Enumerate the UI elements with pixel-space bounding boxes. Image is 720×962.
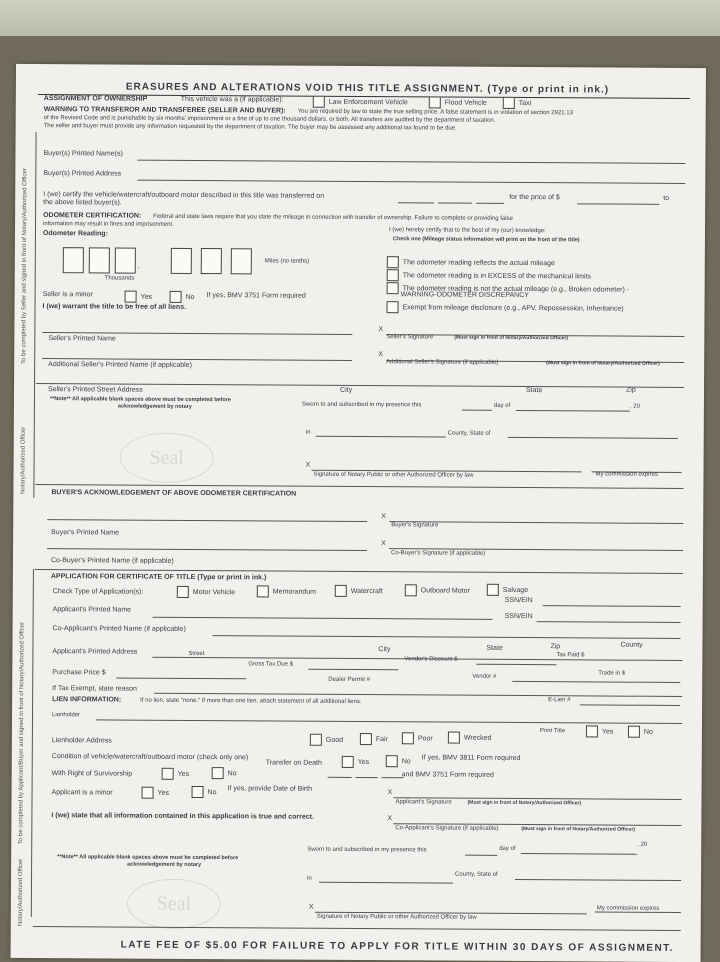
seller-minor-no[interactable]: No xyxy=(170,291,195,303)
divider xyxy=(35,484,683,489)
warning-line-2: of the Revised Code and is punishable by six months' imprisonment or a fine of up to one thousand dollars, or both. All transfers are audited by the department of taxation. xyxy=(43,115,496,124)
tod-yes-checkbox[interactable] xyxy=(342,756,354,768)
state-label: State xyxy=(525,387,543,395)
dob-year-field[interactable] xyxy=(382,777,404,778)
to-label: to xyxy=(663,194,670,202)
vendor-discount-label: Vendor's Discount $ xyxy=(404,656,458,663)
title-assignment-document xyxy=(11,64,706,962)
buyer-ack-heading: BUYER'S ACKNOWLEDGEMENT OF ABOVE ODOMETER CERTIFICATION xyxy=(51,489,297,498)
city-label: City xyxy=(339,386,353,394)
bmv3751-note-2: and BMV 3751 Form required xyxy=(401,771,494,779)
odo-option-exempt[interactable]: Exempt from mileage disclosure (e.g., APV, Repossession, Inheritance) xyxy=(386,301,623,314)
add-seller-sig-label: Additional Seller's Signature (if applicable) xyxy=(386,359,499,366)
purchase-price-field[interactable] xyxy=(116,678,246,680)
notary-signature-label: Signature of Notary Public or other Authorized Officer by law xyxy=(313,471,474,479)
odo-option-actual[interactable]: The odometer reading reflects the actual mileage xyxy=(387,256,555,269)
app-sig-note: (Must sign in front of Notary/Authorized Officer) xyxy=(467,799,582,807)
lien-heading: LIEN INFORMATION: xyxy=(52,696,122,704)
x-mark: X xyxy=(378,326,384,334)
odometer-text-1: Federal and state laws require that you state the mileage in connection with transfer of ownership. Failure to complete or providing false xyxy=(153,213,513,222)
app-minor-no-checkbox[interactable] xyxy=(192,786,204,798)
late-fee-notice: LATE FEE OF $5.00 FOR FAILURE TO APPLY FOR TITLE WITHIN 30 DAYS OF ASSIGNMENT. xyxy=(120,939,675,954)
date-month-field[interactable] xyxy=(398,202,434,203)
note-line-1: **Note** All applicable blank spaces above must be completed before xyxy=(49,396,232,404)
good-checkbox[interactable] xyxy=(310,734,322,746)
tod-no-checkbox[interactable] xyxy=(386,755,398,767)
buyers-name-label: Buyer(s) Printed Name(s) xyxy=(43,150,123,158)
zip-label-2: Zip xyxy=(550,643,561,651)
odometer-heading: ODOMETER CERTIFICATION: xyxy=(43,212,142,220)
year-prefix: , 20 xyxy=(629,403,640,410)
odometer-reading-label: Odometer Reading: xyxy=(42,230,108,238)
co-applicant-name-label: Co-Applicant's Printed Name (if applicable) xyxy=(52,625,186,633)
cond-poor[interactable]: Poor xyxy=(402,732,433,744)
seller-address-label: Seller's Printed Street Address xyxy=(47,386,143,394)
odometer-text-2: information may result in fines and imprisonment. xyxy=(43,221,174,228)
street-label: Street xyxy=(188,650,205,658)
taxi-option[interactable]: Taxi xyxy=(503,97,532,109)
sworn-label: Sworn to and subscribed in my presence this xyxy=(301,401,422,409)
taxi-checkbox[interactable] xyxy=(503,97,515,109)
odo-discrepancy-warning: WARNING-ODOMETER DISCREPANCY xyxy=(400,291,529,300)
sworn-day-field[interactable] xyxy=(462,410,492,411)
dob-month-field[interactable] xyxy=(328,777,352,778)
county-state-label-2: County, State of xyxy=(455,871,498,878)
law-enforcement-option[interactable]: Law Enforcement Vehicle xyxy=(313,96,408,109)
ssn-label-2: SSN/EIN xyxy=(504,612,533,621)
vendor-no-field[interactable] xyxy=(512,681,680,683)
city-label-2: City xyxy=(378,646,391,654)
print-title-no[interactable]: No xyxy=(628,726,653,738)
buyers-address-field[interactable] xyxy=(137,180,685,184)
odometer-digit-4[interactable] xyxy=(171,248,192,274)
notary-seal-watermark-2: Seal xyxy=(127,879,221,930)
warrant-statement: I (we) warrant the title to be free of all liens. xyxy=(42,303,187,311)
trade-in-label: Trade in $ xyxy=(598,670,626,677)
seller-sig-note: (Must sign in front of Notary/Authorized Officer) xyxy=(454,334,568,342)
x-mark-3: X xyxy=(305,461,311,469)
flood-vehicle-checkbox[interactable] xyxy=(429,96,441,108)
ssn-field-2[interactable] xyxy=(537,621,681,623)
cond-wrecked[interactable]: Wrecked xyxy=(448,732,492,744)
fair-checkbox[interactable] xyxy=(360,733,372,745)
tax-exempt-field[interactable] xyxy=(154,693,682,697)
cond-good[interactable]: Good xyxy=(310,734,343,746)
survivorship-yes-checkbox[interactable] xyxy=(162,768,174,780)
elien-label: E-Lien # xyxy=(548,697,571,704)
dob-label: If yes, provide Date of Birth xyxy=(227,785,313,793)
state-field-2[interactable] xyxy=(515,879,681,881)
x-mark-2: X xyxy=(378,351,383,359)
lienholder-address-label: Lienholder Address xyxy=(51,737,112,745)
seller-minor-no-checkbox[interactable] xyxy=(170,291,182,303)
print-title-yes[interactable]: Yes xyxy=(586,725,613,737)
app-minor-yes[interactable]: Yes xyxy=(142,787,169,799)
date-day-field[interactable] xyxy=(438,202,472,203)
poor-checkbox[interactable] xyxy=(402,732,414,744)
app-minor-no[interactable]: No xyxy=(192,786,217,798)
buyer-name-label: Buyer's Printed Name xyxy=(51,529,120,537)
for-price-label: for the price of $ xyxy=(509,193,560,202)
dealer-permit-label: Dealer Permit # xyxy=(328,676,370,684)
vendor-no-label: Vendor # xyxy=(472,673,497,680)
assignment-heading: ASSIGNMENT OF OWNERSHIP xyxy=(43,95,148,103)
odo-option-not-actual[interactable]: The odometer reading is not the actual mileage (e.g., Broken odometer) - xyxy=(387,282,630,295)
condition-label: Condition of vehicle/watercraft/outboard motor (check only one) xyxy=(51,753,249,762)
vehicle-was-label: This vehicle was a (if applicable): xyxy=(180,95,284,104)
cobuyer-name-field[interactable] xyxy=(47,548,367,551)
type-watercraft[interactable]: Watercraft xyxy=(335,585,383,597)
dob-day-field[interactable] xyxy=(356,777,378,778)
note-line-1b: **Note** All applicable blank spaces above must be completed before xyxy=(57,854,239,862)
cond-fair[interactable]: Fair xyxy=(360,733,388,745)
lien-text: If no lien, state "none." If more than one lien, attach statement of all additional liens. xyxy=(140,697,362,706)
purchase-price-label: Purchase Price $ xyxy=(52,669,106,677)
gross-tax-field[interactable] xyxy=(308,669,398,671)
warning-line-1: You are required by law to state the true selling price. A false statement is in violation of section 2921.13 xyxy=(297,108,574,117)
add-seller-name-label: Additional Seller's Printed Name (if applicable) xyxy=(48,361,192,369)
applicant-signature-label: Applicant's Signature xyxy=(395,799,452,806)
in-label-2: in xyxy=(307,875,312,882)
odometer-digit-6[interactable] xyxy=(231,248,252,274)
sworn-month-field[interactable] xyxy=(516,410,630,412)
applicant-address-label: Applicant's Printed Address xyxy=(52,648,138,656)
survivorship-label: With Right of Survivorship xyxy=(51,770,133,778)
price-field[interactable] xyxy=(577,203,659,205)
seller-minor-yes-checkbox[interactable] xyxy=(125,291,137,303)
ssn-field[interactable] xyxy=(543,605,681,607)
odo-excess-checkbox[interactable] xyxy=(387,269,399,281)
sworn-month-field-2[interactable] xyxy=(521,853,637,855)
miles-label: Miles (no tenths) xyxy=(264,258,310,265)
print-title-label: Print Title xyxy=(539,728,565,735)
day-of-label: day of xyxy=(493,402,511,409)
tax-paid-label: Tax Paid $ xyxy=(556,652,585,659)
add-seller-sig-note: (Must sign in front of Notary/Authorized Officer) xyxy=(546,360,660,367)
applicant-name-field[interactable] xyxy=(153,617,493,620)
zip-label: Zip xyxy=(626,386,636,394)
state-true-statement: I (we) state that all information contained in this application is true and correct. xyxy=(51,812,314,821)
lienholder-label: Lienholder xyxy=(52,712,81,719)
survivorship-no-checkbox[interactable] xyxy=(212,767,224,779)
odo-exempt-checkbox[interactable] xyxy=(386,301,398,313)
comma-glyph: , xyxy=(137,262,140,270)
odo-not-actual-checkbox[interactable] xyxy=(387,282,399,294)
odo-option-excess[interactable]: The odometer reading is in EXCESS of the mechanical limits xyxy=(387,269,591,282)
x-mark-6: X xyxy=(387,789,393,797)
county-state-label: County, State of xyxy=(447,430,491,437)
check-one-note: Check one (Mileage status information will print on the front of the title) xyxy=(392,236,580,244)
tax-exempt-label: If Tax Exempt, state reason xyxy=(52,685,137,693)
type-outboard[interactable]: Outboard Motor xyxy=(405,584,470,596)
survivorship-yes[interactable]: Yes xyxy=(162,768,189,780)
ssn-label: SSN/EIN xyxy=(504,596,533,605)
commission-label-2: My commission expires xyxy=(596,905,660,912)
state-field[interactable] xyxy=(508,437,678,439)
county-field[interactable] xyxy=(316,436,446,438)
type-memorandum[interactable]: Memorandum xyxy=(257,585,316,597)
bmv3751-note: If yes, BMV 3751 Form required xyxy=(206,292,306,300)
buyer-name-field[interactable] xyxy=(47,519,367,522)
date-year-field[interactable] xyxy=(476,203,504,204)
cobuyer-signature-label: Co-Buyer's Signature (if applicable) xyxy=(391,550,486,557)
law-enforcement-checkbox[interactable] xyxy=(313,96,325,108)
tod-no[interactable]: No xyxy=(386,755,411,767)
county-label: County xyxy=(620,641,643,649)
tod-label: Transfer on Death xyxy=(265,759,322,767)
applicant-name-label: Applicant's Printed Name xyxy=(52,606,132,614)
warning-heading: WARNING TO TRANSFEROR AND TRANSFEREE (SELLER AND BUYER): xyxy=(43,106,286,115)
buyers-name-field[interactable] xyxy=(137,160,685,164)
coapp-sig-note: (Must sign in front of Notary/Authorized Officer) xyxy=(521,825,635,833)
section-border xyxy=(31,569,34,917)
seller-minor-yes[interactable]: Yes xyxy=(125,291,152,303)
certify-line-2: the above listed buyer(s). xyxy=(43,199,122,207)
day-of-label-2: day of xyxy=(499,845,516,852)
in-label: in xyxy=(305,429,311,436)
notary-signature-label-2: Signature of Notary Public or other Authorized Officer by law xyxy=(316,913,477,921)
notary-side-note: Notary/Authorized Officer xyxy=(20,426,27,494)
applicant-minor-label: Applicant is a minor xyxy=(51,789,113,797)
buyer-signature-label: Buyer's Signature xyxy=(391,522,439,529)
co-applicant-signature-label: Co-Applicant's Signature (if applicable) xyxy=(395,825,499,832)
lienholder-field[interactable] xyxy=(96,719,682,724)
vendor-discount-field[interactable] xyxy=(476,664,556,665)
notary-seal-watermark: Seal xyxy=(119,433,213,484)
buyers-address-label: Buyer(s) Printed Address xyxy=(43,170,122,178)
check-type-label: Check Type of Application(s): xyxy=(52,588,144,596)
notary-side-note-2: Notary/Authorized Officer xyxy=(17,858,25,926)
sworn-label-2: Sworn to and subscribed in my presence this xyxy=(307,846,427,854)
app-minor-yes-checkbox[interactable] xyxy=(142,787,154,799)
type-salvage[interactable]: Salvage xyxy=(487,584,528,596)
warning-line-3: The seller and buyer must provide any information requested by the department of taxation. The buyer may be assessed any additional tax found to be due. xyxy=(43,123,457,132)
note-line-2b: acknowledgement by notary xyxy=(127,861,202,869)
x-mark-8: X xyxy=(308,903,314,911)
seller-signature-label: Seller's Signature xyxy=(386,334,434,341)
watercraft-checkbox[interactable] xyxy=(335,585,347,597)
sworn-day-field-2[interactable] xyxy=(465,855,497,856)
motor-vehicle-checkbox[interactable] xyxy=(177,586,189,598)
type-motor-vehicle[interactable]: Motor Vehicle xyxy=(177,586,235,598)
note-line-2: acknowledgement by notary xyxy=(117,403,192,410)
seller-minor-label: Seller is a minor xyxy=(42,291,93,299)
application-heading: APPLICATION FOR CERTIFICATE OF TITLE (Type or print in ink.) xyxy=(50,573,267,582)
gross-tax-label: Gross Tax Due $ xyxy=(248,661,293,668)
cobuyer-name-label: Co-Buyer's Printed Name (if applicable) xyxy=(50,557,174,565)
tod-yes[interactable]: Yes xyxy=(342,756,369,768)
odometer-digit-1[interactable] xyxy=(63,247,84,273)
odometer-digit-5[interactable] xyxy=(201,248,222,274)
thousands-label: Thousands xyxy=(104,275,135,282)
divider xyxy=(33,926,681,931)
memorandum-checkbox[interactable] xyxy=(257,585,269,597)
seller-name-label: Seller's Printed Name xyxy=(48,335,116,343)
salvage-checkbox[interactable] xyxy=(487,584,499,596)
bmv3811-note: If yes, BMV 3811 Form required xyxy=(421,754,521,762)
section-border xyxy=(33,132,36,498)
certify-line-1: I (we) certify the vehicle/watercraft/outboard motor described in this title was transferred on xyxy=(43,191,325,200)
x-mark-5: X xyxy=(381,540,386,548)
background-strip xyxy=(0,0,720,36)
outboard-checkbox[interactable] xyxy=(405,584,417,596)
applicant-side-note: To be completed by Applicant/Buyer and signed in front of Notary/Authorized Officer xyxy=(18,621,26,844)
wrecked-checkbox[interactable] xyxy=(448,732,460,744)
x-mark-7: X xyxy=(387,815,393,823)
survivorship-no[interactable]: No xyxy=(212,767,237,779)
seller-side-note: To be completed by Seller and signed in front of Notary/Authorized Officer xyxy=(21,168,29,364)
odo-actual-checkbox[interactable] xyxy=(387,256,399,268)
state-label-2: State xyxy=(486,644,503,652)
flood-vehicle-option[interactable]: Flood Vehicle xyxy=(429,96,487,108)
co-applicant-name-field[interactable] xyxy=(213,635,681,639)
year-prefix-2: , 20 xyxy=(637,841,648,848)
county-field-2[interactable] xyxy=(319,882,453,884)
commission-label: My commission expires xyxy=(595,471,658,478)
x-mark-4: X xyxy=(381,513,386,521)
page-title: ERASURES AND ALTERATIONS VOID THIS TITLE ASSIGNMENT. (Type or print in ink.) xyxy=(125,81,610,96)
hereby-certify: I (we) hereby certify that to the best of my (our) knowledge: xyxy=(388,227,546,235)
elien-field[interactable] xyxy=(580,704,680,706)
odometer-digit-3[interactable] xyxy=(115,247,136,273)
print-title-no-checkbox[interactable] xyxy=(628,726,640,738)
odometer-digit-2[interactable] xyxy=(89,247,110,273)
print-title-yes-checkbox[interactable] xyxy=(586,725,598,737)
